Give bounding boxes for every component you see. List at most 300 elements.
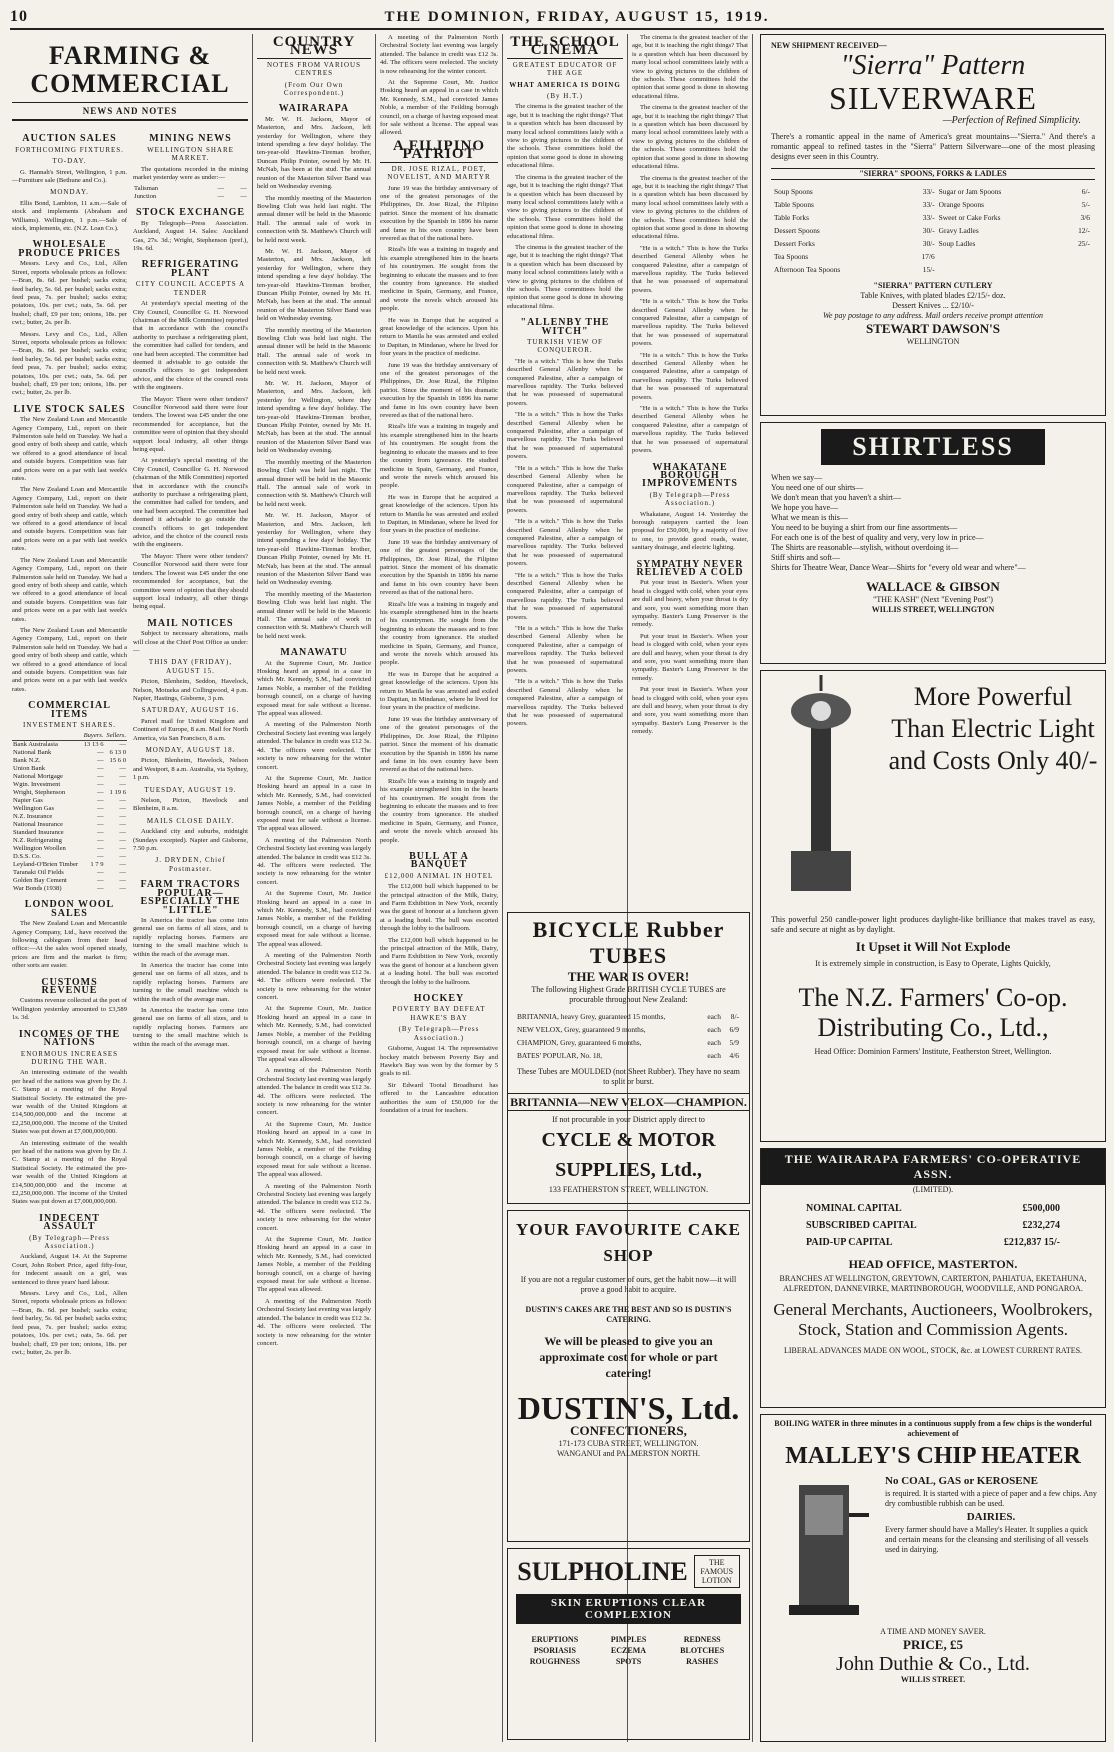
byline: (By Telegraph—Press Association.)	[29, 1233, 110, 1251]
heater-brand: John Duthie & Co., Ltd.	[836, 1653, 1030, 1675]
paragraph: Messrs. Levy and Co., Ltd., Allen Street, reports wholesale prices as follows:—Bran, 8s. 6d. per bushel; sacks extra; feed barley, 5s. 6d. per bushel; sacks extra; feed peas, 7s. per bushel; sacks extra; potatoes, 10s. per cwt.; oats, 5s. 6d. per bushel; chaff, £9 per ton; onions, 18s. per cwt.; butter, 2s. per lb.	[12, 1290, 127, 1356]
table-cell: —	[240, 193, 247, 201]
sulpholine-list	[508, 1630, 749, 1671]
bicycle-ad-company: CYCLE & MOTOR SUPPLIES, Ltd.,	[541, 1129, 716, 1181]
table-cell: —	[96, 885, 104, 893]
table-cell: Tea Spoons	[774, 252, 809, 261]
table-cell: PAID-UP CAPITAL	[806, 1237, 893, 1248]
paragraph: "He is a witch." This is how the Turks described General Allenby when he conquered Palestine, after a campaign of marvellous rapidity. The Turks believed that he was possessed of supernatural powers.	[632, 405, 748, 455]
sulpholine-list-item: BLOTCHES	[680, 1646, 725, 1655]
paragraph: Mr. W. H. Jackson, Mayor of Masterton, and Mrs. Jackson, left yesterday for Wellington, where they intend spending a few days' holiday. The ten-year-old Hawkins-Tireman brother, Duncan Philip Pointer, owned by Mr. H. McNab, has been at the stud. The annual reunion of the Masterton Silver Band was held on Wednesday evening.	[257, 380, 371, 455]
london-wool-heading: LONDON WOOL SALES	[24, 899, 115, 919]
manawatu-heading: MANAWATU	[280, 647, 348, 659]
paragraph: At the Supreme Court, Mr. Justice Hosking heard an appeal in a case in which Mr. Kennedy, S.M., had convicted James Noble, a member of the Feilding borough council, on a charge of having exposed meat for sale without a license. The appeal was allowed.	[257, 1120, 371, 1179]
byline: (By Telegraph—Press Association.)	[649, 490, 731, 508]
cake-ad-brand: DUSTIN'S, Ltd.	[517, 1390, 740, 1426]
table-cell: —	[96, 749, 104, 757]
mining-heading: MINING NEWS	[149, 133, 232, 145]
paragraph: Rizal's life was a training in tragedy and his example strengthened him in the hearts of his countrymen. He sought from the beginning to educate the masses and to free the country from ignorance. He studied medicine in Spain, Germany, and France, and wrote the novels which aroused his people.	[380, 777, 498, 844]
table-row	[12, 877, 127, 885]
table-cell: —	[240, 185, 247, 193]
table-cell: 33/-	[922, 200, 935, 209]
table-cell: 17/6	[921, 252, 935, 261]
column-country	[257, 34, 371, 1742]
paragraph: Rizal's life was a training in tragedy and his example strengthened him in the hearts of his countrymen. He sought from the beginning to educate the masses and to free the country from ignorance. He studied medicine in Spain, Germany, and France, and wrote the novels which aroused his people.	[380, 246, 498, 313]
shirtless-line: Stiff shirts and soft—	[771, 553, 840, 562]
table-cell: 30/-	[922, 226, 935, 235]
table-row	[12, 861, 127, 869]
paragraph: "He is a witch." This is how the Turks described General Allenby when he conquered Palestine, after a campaign of marvellous rapidity. The Turks believed that he was possessed of supernatural powers.	[632, 351, 748, 401]
paragraph: Parcel mail for United Kingdom and Continent of Europe, 8 a.m. Mail for North America, via San Francisco, 8 a.m.	[133, 717, 248, 742]
column-rule	[752, 34, 753, 1742]
table-cell: Dessert Forks	[774, 239, 815, 248]
table-cell: —	[119, 829, 126, 837]
paragraph: He was in Europe that he acquired a great knowledge of the sciences. Upon his return to Manila he was arrested and exiled to Dapitan, in Mindanao, where he lived for four years in the practice of medicine.	[380, 670, 498, 712]
paragraph: An interesting estimate of the wealth per head of the nations was given by Dr. J. C. Stamp at a meeting of the Royal Statistical Society. He estimated the pre-war wealth of the United Kingdom at £14,500,000,000 and the income at £2,250,000,000. The income of the United States was put down at £7,000,000,000.	[12, 1139, 127, 1206]
table-row	[12, 797, 127, 805]
silverware-text: There's a romantic appeal in the name of America's great mountains—"Sierra." And there's a romantic appeal to refined tastes in the "Sierra" Pattern Silverware—one of the most pleasing designs ever seen in this Country.	[771, 132, 1095, 161]
paragraph: Auckland city and suburbs, midnight (Sundays excepted). Napier and Gisborne, 7.50 p.m.	[133, 828, 248, 853]
table-row	[133, 185, 248, 193]
bicycle-ad-contact: If not procurable in your District apply direct to	[552, 1115, 705, 1124]
country-heading: COUNTRY NEWS	[257, 38, 371, 59]
sulpholine-list-item: PIMPLES	[610, 1635, 647, 1644]
cake-ad-line2: DUSTIN'S CAKES ARE THE BEST AND SO IS DUSTIN'S CATERING.	[525, 1305, 732, 1324]
wairarapa-office: HEAD OFFICE, MASTERTON.	[848, 1257, 1018, 1271]
paragraph: Sir Edward Tootal Broadhurst has offered to the Lancashire education authorities the sum of £50,000 for the foundation of a trust for teachers.	[380, 1081, 498, 1114]
sulpholine-list-item: PSORIASIS	[533, 1646, 576, 1655]
silverware-ad	[760, 34, 1106, 416]
table-cell: 15/-	[922, 265, 935, 274]
paragraph: "He is a witch." This is how the Turks described General Allenby when he conquered Palestine, after a campaign of marvellous rapidity. The Turks believed that he was possessed of supernatural powers.	[507, 464, 623, 514]
table-cell: Bank Australasia	[13, 741, 58, 749]
table-cell: —	[96, 805, 104, 813]
column-rule	[375, 34, 376, 1742]
table-cell: —	[119, 877, 126, 885]
table-cell: Wright, Stephenson	[13, 789, 66, 797]
paragraph: He was in Europe that he acquired a great knowledge of the sciences. Upon his return to Manila he was arrested and exiled to Dapitan, in Mindanao, where he lived for four years in the practice of medicine.	[380, 316, 498, 358]
sulpholine-list-item: RASHES	[686, 1657, 719, 1666]
paragraph: Whakatane, August 14. Yesterday the borough ratepayers carried the loan proposal for £50,000, by a majority of five to one, to provide good roads, water, sanitary drainage, and electric lighting.	[632, 510, 748, 552]
indecent-heading: INDECENT ASSAULT	[39, 1212, 100, 1233]
shirtless-lines	[761, 471, 1105, 575]
mining-table	[133, 185, 248, 201]
auction-heading: AUCTION SALES	[22, 133, 117, 145]
bicycle-ad-brands: BRITANNIA—NEW VELOX—CHAMPION.	[508, 1093, 749, 1111]
table-cell: —	[96, 845, 104, 853]
sympathy-heading: SYMPATHY NEVER RELIEVED A COLD	[636, 558, 744, 578]
wairarapa-trade: General Merchants, Auctioneers, Woolbrokers, Stock, Station and Commission Agents.	[773, 1300, 1093, 1339]
farming-subcol-a	[12, 127, 127, 1360]
table-cell	[938, 251, 1063, 262]
wairarapa-adv: LIBERAL ADVANCES MADE ON WOOL, STOCK, &c. at LOWEST CURRENT RATES.	[783, 1346, 1083, 1355]
table-cell: —	[119, 861, 126, 869]
table-row	[773, 186, 1091, 197]
paragraph: Gisborne, August 14. The representative hockey match between Poverty Bay and Hawke's Bay was won by the former by 5 goals to nil.	[380, 1045, 498, 1078]
table-cell: BATES' POPULAR, No. 18,	[517, 1051, 603, 1060]
column-cinema	[507, 34, 623, 904]
witch-heading: "ALLENBY THE WITCH"	[520, 317, 610, 337]
lamp-text: This powerful 250 candle-power light produces daylight-like brilliance that makes travel as easy, safe and secure at night as by daylight.	[771, 915, 1095, 934]
table-cell: D.S.S. Co.	[13, 853, 42, 861]
table-row	[12, 749, 127, 757]
table-cell: —	[217, 185, 225, 193]
heater-text: is required. It is started with a piece of paper and a few chips. Any dry combustible rubbish can be used.	[885, 1489, 1097, 1508]
table-cell: Table Spoons	[774, 200, 814, 209]
hockey-heading: HOCKEY	[413, 993, 465, 1005]
shirtless-line: For each one is of the best of quality and very, very low in price—	[771, 533, 984, 542]
cinema-subheading: GREATEST EDUCATOR OF THE AGE	[512, 60, 618, 78]
paragraph: At the Supreme Court, Mr. Justice Hosking heard an appeal in a case in which Mr. Kennedy, S.M., had convicted James Noble, a member of the Feilding borough council, on a charge of having exposed meat for sale without a license. The appeal was allowed.	[257, 659, 371, 718]
table-cell: Wellington Gas	[13, 805, 55, 813]
paragraph: The quotations recorded in the mining market yesterday were as under:—	[133, 165, 248, 182]
lamp-title: More Powerful Than Electric Light and Costs Only 40/-	[888, 682, 1098, 775]
shirtless-brand: WALLACE & GIBSON	[866, 579, 1000, 594]
table-row	[805, 1201, 1061, 1216]
cake-ad-line3: We will be pleased to give you an approximate cost for whole or part catering!	[539, 1334, 718, 1380]
table-cell: £500,000	[1022, 1203, 1060, 1214]
table-row	[805, 1218, 1061, 1233]
paragraph: He was in Europe that he acquired a great knowledge of the sciences. Upon his return to Manila he was arrested and exiled to Dapitan, in Mindanao, where he lived for four years in the practice of medicine.	[380, 493, 498, 535]
stock-heading: STOCK EXCHANGE	[135, 207, 246, 219]
table-header-cell: Buyers.	[83, 732, 104, 740]
investment-heading: INVESTMENT SHARES.	[23, 721, 116, 729]
paragraph: June 19 was the birthday anniversary of one of the greatest personages of the Philippines, Dr. Jose Rizal, the Filipino patriot. Since the moment of his dramatic execution by the Spanish in 1896 his name and fame in his own country have been revered as that of the national hero.	[380, 715, 498, 774]
sulpholine-list-item: ERUPTIONS	[531, 1635, 579, 1644]
table-cell: —	[96, 869, 104, 877]
table-cell: —	[96, 837, 104, 845]
refrig-heading: REFRIGERATING PLANT	[141, 259, 240, 279]
table-cell: each	[707, 1012, 721, 1021]
table-row	[516, 1011, 740, 1022]
shares-table	[12, 732, 127, 893]
column-filipino	[380, 34, 498, 1742]
silverware-tag: —Perfection of Refined Simplicity.	[942, 115, 1081, 126]
table-cell: 8/-	[730, 1012, 739, 1021]
paragraph: Auckland, August 14. At the Supreme Court, John Robert Price, aged fifty-four, for indecent assault on a girl, was sentenced to three years' hard labour.	[12, 1253, 127, 1286]
paragraph: The New Zealand Loan and Mercantile Agency Company, Ltd., report on their Palmerston sale held on Tuesday. We had a good entry of both sheep and cattle, which we offered to a good attendance of local and outside buyers. Competition was fair and prices were on a par with last week's rates.	[12, 416, 127, 483]
table-header-row	[12, 732, 127, 741]
table-cell: 1 7 9	[90, 861, 104, 869]
paragraph: In America the tractor has come into general use on farms of all sizes, and is rapidly replacing horses. Farmers are turning to the small machine which is within the reach of the average man.	[133, 961, 248, 1003]
paragraph: A meeting of the Palmerston North Orchestral Society last evening was largely attended. The balance in credit was £12 3s. 4d. The officers were reelected. The society is now rehearsing for the winter concert.	[257, 721, 371, 771]
table-row	[773, 225, 1091, 236]
shirtless-line: You need to be buying a shirt from our fine assortments—	[771, 523, 958, 532]
whakatane-heading: WHAKATANE BOROUGH IMPROVEMENTS	[642, 461, 738, 490]
heater-saver: A TIME AND MONEY SAVER.	[880, 1627, 986, 1636]
byline: (By H.T.)	[547, 92, 583, 101]
shirtless-line: You need one of our shirts—	[771, 483, 864, 492]
heater-dairies-text: Every farmer should have a Malley's Heater. It supplies a quick and certain means for the cleansing and sterilising of all vessels used in dairying.	[885, 1525, 1089, 1554]
table-cell: BRITANNIA, heavy Grey, guaranteed 15 months,	[517, 1012, 666, 1021]
table-cell: £212,837 15/-	[1003, 1237, 1060, 1248]
table-cell: —	[119, 869, 126, 877]
sulpholine-badge: THE FAMOUS LOTION	[694, 1555, 740, 1588]
table-cell: 33/-	[922, 187, 935, 196]
table-cell: Union Bank	[13, 765, 46, 773]
table-cell: —	[96, 765, 104, 773]
paragraph: An interesting estimate of the wealth per head of the nations was given by Dr. J. C. Stamp at a meeting of the Royal Statistical Society. He estimated the pre-war wealth of the United Kingdom at £14,500,000,000 and the income at £2,250,000,000. The income of the United States was put down at £7,000,000,000.	[12, 1069, 127, 1136]
byline: (By Telegraph—Press Association.)	[398, 1025, 480, 1042]
sulpholine-title: SULPHOLINE	[517, 1556, 688, 1586]
shirtless-line: We don't mean that you haven't a shirt—	[771, 493, 901, 502]
sulpholine-ad	[507, 1548, 750, 1740]
filipino-heading: A FILIPINO PATRIOT	[380, 142, 498, 163]
paragraph: Customs revenue collected at the port of Wellington yesterday amounted to £3,589 1s. 3d.	[12, 997, 127, 1022]
paragraph: "He is a witch." This is how the Turks described General Allenby when he conquered Palestine, after a campaign of marvellous rapidity. The Turks believed that he was possessed of supernatural powers.	[507, 518, 623, 568]
table-cell: Standard Insurance	[13, 829, 64, 837]
paragraph: "He is a witch." This is how the Turks described General Allenby when he conquered Palestine, after a campaign of marvellous rapidity. The Turks believed that he was possessed of supernatural powers.	[507, 357, 623, 407]
bicycle-tubes-ad	[507, 912, 750, 1204]
table-row	[12, 805, 127, 813]
paragraph: The cinema is the greatest teacher of the age, but it is teaching the right things? That is a question which has been discussed by many local school committees lately with a view to giving pictures to the children of the schools. These committees hold the opinion that some good is done in showing educational films.	[632, 174, 748, 241]
table-cell: Wgtn. Investment	[13, 781, 61, 789]
cutlery-item: Dessert Knives ... £2/10/-	[892, 301, 974, 310]
shirtless-address: WILLIS STREET, WELLINGTON	[871, 605, 995, 614]
table-row	[12, 765, 127, 773]
table-row	[12, 781, 127, 789]
table-cell: —	[96, 757, 104, 765]
masthead-title: THE DOMINION, FRIDAY, AUGUST 15, 1919.	[384, 8, 770, 25]
byline: (From Our Own Correspondent.)	[283, 80, 345, 98]
silverware-sub: "SIERRA" SPOONS, FORKS & LADLES	[771, 168, 1095, 180]
table-cell: 12/-	[1078, 226, 1090, 235]
table-row	[12, 773, 127, 781]
country-subheading: NOTES FROM VARIOUS CENTRES	[267, 60, 361, 78]
paragraph: The Mayor: There were other tenders? Councillor Norwood said there were four tenders. The lowest was £45 under the one recommended for acceptance, but the committee were of opinion that they should support local industry, all other things being equal.	[133, 395, 248, 453]
mining-subheading: WELLINGTON SHARE MARKET.	[147, 145, 234, 163]
table-header-cell: Sellers.	[106, 732, 126, 740]
silverware-head: NEW SHIPMENT RECEIVED—	[771, 41, 887, 50]
hockey-subheading: POVERTY BAY DEFEAT HAWKE'S BAY	[392, 1005, 486, 1022]
section-title: FARMING & COMMERCIAL	[12, 42, 248, 103]
table-cell: each	[707, 1038, 721, 1047]
paragraph: "He is a witch." This is how the Turks described General Allenby when he conquered Palestine, after a campaign of marvellous rapidity. The Turks believed that he was possessed of supernatural powers.	[632, 298, 748, 348]
cake-ad-title: YOUR FAVOURITE CAKE SHOP	[516, 1220, 741, 1265]
table-cell: Gravy Ladles	[938, 226, 979, 235]
shirtless-line: We hope you have—	[771, 503, 839, 512]
table-cell: —	[96, 877, 104, 885]
commercial-heading: COMMERCIAL ITEMS	[28, 700, 111, 720]
paragraph: The cinema is the greatest teacher of the age, but it is teaching the right things? That is a question which has been discussed by many local school committees lately with a view to giving pictures to the children of the schools. These committees hold the opinion that some good is done in showing educational films.	[507, 173, 623, 240]
farm-heading: FARM TRACTORS POPULAR—ESPECIALLY THE "LITTLE"	[140, 879, 241, 916]
paragraph: June 19 was the birthday anniversary of one of the greatest personages of the Philippines, Dr. Jose Rizal, the Filipino patriot. Since the moment of his dramatic execution by the Spanish in 1896 his name and fame in his own country have been revered as that of the national hero.	[380, 184, 498, 242]
wairarapa-branches: BRANCHES AT WELLINGTON, GREYTOWN, CARTERTON, PAHIATUA, EKETAHUNA, ALFREDTON, DANNEVIRKE, MARTINBOROUGH, WOODVILLE, AND PONGAROA.	[779, 1274, 1087, 1293]
table-cell: National Mortgage	[13, 773, 63, 781]
silverware-brand: STEWART DAWSON'S	[865, 321, 1001, 336]
sulpholine-list-item: ECZEMA	[610, 1646, 647, 1655]
lamp-ad	[760, 670, 1106, 1142]
table-cell: —	[96, 797, 104, 805]
table-row	[12, 869, 127, 877]
table-row	[516, 1050, 740, 1061]
table-cell: CHAMPION, Grey, guaranteed 6 months,	[517, 1038, 642, 1047]
table-cell: Talisman	[134, 185, 159, 193]
shirtless-brand-sub: "THE KASH" (Next "Evening Post")	[873, 595, 993, 604]
paragraph: A meeting of the Palmerston North Orchestral Society last evening was largely attended. The balance in credit was £12 3s. 4d. The officers were reelected. The society is now rehearsing for the winter concert.	[257, 836, 371, 886]
paragraph: The New Zealand Loan and Mercantile Agency Company, Ltd., report on their Palmerston sale held on Tuesday. We had a good entry of both sheep and cattle, which we offered to a good attendance of local and outside buyers. Competition was fair and prices were on a par with last week's rates.	[12, 626, 127, 693]
table-cell: Afternoon Tea Spoons	[774, 265, 841, 274]
paragraph: The cinema is the greatest teacher of the age, but it is teaching the right things? That is a question which has been discussed by many local school committees lately with a view to giving pictures to the children of the schools. These committees hold the opinion that some good is done in showing educational films.	[507, 243, 623, 310]
paragraph: Rizal's life was a training in tragedy and his example strengthened him in the hearts of his countrymen. He sought from the beginning to educate the masses and to free the country from ignorance. He studied medicine in Spain, Germany, and France, and wrote the novels which aroused his people.	[380, 423, 498, 490]
table-cell: Dessert Spoons	[774, 226, 820, 235]
table-cell: National Insurance	[13, 821, 63, 829]
table-row	[12, 789, 127, 797]
incomes-subheading: ENORMOUS INCREASES DURING THE WAR.	[20, 1049, 119, 1066]
table-cell: —	[119, 805, 126, 813]
paragraph: Put your trust in Baxter's. When your head is clogged with cold, when your eyes are dull and heavy, when your throat is dry and sore, you want something more than sympathy. Baxter's Lung Preserver is the remedy.	[632, 632, 748, 682]
mail-day: MONDAY, AUGUST 18.	[145, 746, 236, 754]
shirtless-line: What we mean is this—	[771, 513, 848, 522]
paragraph: The New Zealand Loan and Mercantile Agency Company, Ltd., report on their Palmerston sale held on Tuesday. We had a good entry of both sheep and cattle, which we offered to a good attendance of local and outside buyers. Competition was fair and prices were on a par with last week's rates.	[12, 556, 127, 623]
wairarapa-capital-table	[803, 1199, 1063, 1252]
paragraph: Ellis Bond, Lambton, 11 a.m.—Sale of stock and implements (Abraham and Williams). Wellington, 1 p.m.—Sale of stock, implements, etc. (N.Z. Loan Co.).	[12, 199, 127, 233]
cinema-heading: THE SCHOOL CINEMA	[507, 38, 623, 59]
table-row	[805, 1235, 1061, 1250]
cake-ad-branches: WANGANUI and PALMERSTON NORTH.	[556, 1449, 701, 1458]
table-cell: —	[119, 821, 126, 829]
lamp-text2: It Upset it Will Not Explode	[855, 939, 1011, 954]
paragraph: The monthly meeting of the Masterton Bowling Club was held last night. The annual dinner will be held in the Masonic Hall. The annual sale of work in connection with St. Matthew's Church will be held next week.	[257, 458, 371, 508]
signature: J. DRYDEN, Chief Postmaster.	[155, 856, 226, 873]
paragraph: G. Hannah's Street, Wellington, 1 p.m.—Furniture sale (Bethune and Co.).	[12, 168, 127, 185]
table-cell	[1064, 264, 1091, 275]
table-cell: —	[96, 773, 104, 781]
table-cell: 13 13 6	[83, 741, 104, 749]
paragraph: Rizal's life was a training in tragedy and his example strengthened him in the hearts of his countrymen. He sought from the beginning to educate the masses and to free the country from ignorance. He studied medicine in Spain, Germany, and France, and wrote the novels which aroused his people.	[380, 600, 498, 667]
table-cell: each	[707, 1051, 721, 1060]
paragraph: At the Supreme Court, Mr. Justice Hosking heard an appeal in a case in which Mr. Kennedy, S.M., had convicted James Noble, a member of the Feilding borough council, on a charge of having exposed meat for sale without a license. The appeal was allowed.	[257, 1236, 371, 1294]
cinema-subheading-2: WHAT AMERICA IS DOING	[509, 80, 621, 89]
paragraph: Mr. W. H. Jackson, Mayor of Masterton, and Mrs. Jackson, left yesterday for Wellington, where they intend spending a few days' holiday. The ten-year-old Hawkins-Tireman brother, Duncan Philip Pointer, owned by Mr. H. McNab, has been at the stud. The annual reunion of the Masterton Silver Band was held on Wednesday evening.	[257, 115, 371, 191]
paragraph: The £12,000 bull which happened to be the principal attraction of the Milk, Dairy, and Farm Exhibition in New York, recently was the guest of honour at a luncheon given at a leading hotel. The bull was escorted through the lobby to the ballroom.	[380, 936, 498, 986]
cake-ad-address: 171-173 CUBA STREET, WELLINGTON.	[558, 1439, 699, 1448]
table-row	[133, 193, 248, 201]
paragraph: The cinema is the greatest teacher of the age, but it is teaching the right things? That is a question which has been discussed by many local school committees lately with a view to giving pictures to the children of the schools. These committees hold the opinion that some good is done in showing educational films.	[632, 34, 748, 100]
paragraph: At yesterday's special meeting of the City Council, Councillor G. H. Norwood (chairman of the Milk Committee) reported that in accordance with the council's authority to purchase a refrigerating plant, the committee had called for tenders, and one had been accepted. The committee had deemed it advisable to go outside the council's officers to get independent advice, and the choice of the council rests with the engineers.	[133, 300, 248, 392]
table-cell: —	[119, 845, 126, 853]
table-cell: National Bank	[13, 749, 52, 757]
table-cell: War Bonds (1938)	[13, 885, 62, 893]
wairarapa-ad	[760, 1148, 1106, 1408]
lamp-brand: The N.Z. Farmers' Co-op. Distributing Co., Ltd.,	[798, 983, 1068, 1042]
heater-icon	[769, 1475, 879, 1625]
table-cell: Sweet or Cake Forks	[938, 213, 1001, 222]
auction-subheading: FORTHCOMING FIXTURES.	[15, 145, 124, 154]
table-cell	[938, 264, 1063, 275]
table-cell: Soup Ladles	[938, 239, 976, 248]
paragraph: Nelson, Picton, Havelock and Blenheim, 8 a.m.	[133, 797, 248, 813]
heater-ad	[760, 1414, 1106, 1742]
table-row	[12, 837, 127, 845]
paragraph: In America the tractor has come into general use on farms of all sizes, and is rapidly replacing horses. Farmers are turning to the small machine which is within the reach of the average man.	[133, 1006, 248, 1048]
table-cell: 15 6 0	[109, 757, 126, 765]
table-cell: SUBSCRIBED CAPITAL	[806, 1220, 917, 1231]
table-row	[516, 1037, 740, 1048]
table-cell: each	[707, 1025, 721, 1034]
paragraph: The cinema is the greatest teacher of the age, but it is teaching the right things? That is a question which has been discussed by many local school committees lately with a view to giving pictures to the children of the schools. These committees hold the opinion that some good is done in showing educational films.	[632, 104, 748, 171]
table-cell: Junction	[134, 193, 157, 201]
paragraph: At the Supreme Court, Mr. Justice Hosking heard an appeal in a case in which Mr. Kennedy, S.M., had convicted James Noble, a member of the Feilding borough council, on a charge of having exposed meat for sale without a license. The appeal was allowed.	[257, 774, 371, 833]
table-cell: Sugar or Jam Spoons	[938, 187, 1002, 196]
column-rule	[502, 34, 503, 1742]
table-cell: —	[119, 813, 126, 821]
day-label: MONDAY.	[50, 188, 89, 197]
filipino-subheading: DR. JOSE RIZAL, POET, NOVELIST, AND MARTYR	[387, 164, 491, 182]
table-row	[773, 199, 1091, 210]
table-row	[12, 813, 127, 821]
table-cell: Bank N.Z.	[13, 757, 41, 765]
table-cell: Taranaki Oil Fields	[13, 869, 64, 877]
mail-day: THIS DAY (FRIDAY), AUGUST 15.	[148, 658, 233, 675]
table-cell: £232,274	[1022, 1220, 1060, 1231]
table-cell: —	[96, 821, 104, 829]
sulpholine-list-item: REDNESS	[683, 1635, 721, 1644]
bicycle-ad-note: These Tubes are MOULDED (not Sheet Rubber). They have no seam to split or burst.	[517, 1067, 740, 1086]
paragraph: Picton, Blenheim, Seddon, Havelock, Nelson, Motueka and Collingwood, 4 p.m. Napier, Hastings, Gisborne, 3 p.m.	[133, 678, 248, 702]
table-row	[773, 251, 1091, 262]
table-row	[773, 238, 1091, 249]
table-row	[516, 1024, 740, 1035]
silverware-cutlery: "SIERRA" PATTERN CUTLERY	[873, 281, 993, 290]
cake-ad-sub: CONFECTIONERS,	[570, 1423, 687, 1438]
incomes-heading: INCOMES OF THE NATIONS	[18, 1028, 121, 1049]
paragraph: Messrs. Levy and Co., Ltd., Allen Street, reports wholesale prices as follows:—Bran, 8s. 6d. per bushel; sacks extra; feed barley, 5s. 6d. per bushel; sacks extra; feed peas, 7s. per bushel; sacks extra; potatoes, 10s. per cwt.; oats, 5s. 6d. per bushel; chaff, £9 per ton; onions, 18s. per cwt.; butter, 2s. per lb.	[12, 260, 127, 327]
table-cell: —	[96, 781, 104, 789]
livestock-heading: LIVE STOCK SALES	[13, 403, 126, 415]
paragraph: At yesterday's special meeting of the City Council, Councillor G. H. Norwood (chairman of the Milk Committee) reported that in accordance with the council's authority to purchase a refrigerating plant, the committee had called for tenders, and one had been accepted. The committee had deemed it advisable to go outside the council's officers to get independent advice, and the choice of the council rests with the engineers.	[133, 457, 248, 549]
table-cell: 5/9	[729, 1038, 739, 1047]
paragraph: By Telegraph—Press Association. Auckland, August 14. Sales: Auckland Gas, 27s. 3d.; Wright, Stephenson (pref.), 19s. 6d.	[133, 219, 248, 253]
bicycle-ad-title: BICYCLE Rubber TUBES	[532, 917, 725, 968]
table-row	[12, 757, 127, 765]
witch-subheading: TURKISH VIEW OF CONQUEROR.	[527, 338, 603, 355]
day-label: TO-DAY.	[52, 157, 87, 166]
paragraph: Mr. W. H. Jackson, Mayor of Masterton, and Mrs. Jackson, left yesterday for Wellington, where they intend spending a few days' holiday. The ten-year-old Hawkins-Tireman brother, Duncan Philip Pointer, owned by Mr. H. McNab, has been at the stud. The annual reunion of the Masterton Silver Band was held on Wednesday evening.	[257, 512, 371, 587]
paragraph: The monthly meeting of the Masterton Bowling Club was held last night. The annual dinner will be held in the Masonic Hall. The annual sale of work in connection with St. Matthew's Church will be held next week.	[257, 194, 371, 244]
cake-ad-text: If you are not a regular customer of ours, get the habit now—it will prove a good habit to acquire.	[520, 1275, 737, 1294]
bicycle-price-table	[514, 1009, 742, 1063]
table-cell: —	[119, 741, 126, 749]
table-cell: 1 19 6	[109, 789, 126, 797]
table-cell: —	[96, 789, 104, 797]
paragraph: At the Supreme Court, Mr. Justice Hosking heard an appeal in a case in which Mr. Kennedy, S.M., had convicted James Noble, a member of the Feilding borough council, on a charge of having exposed meat for sale without a license. The appeal was allowed.	[380, 79, 498, 137]
table-cell: —	[119, 885, 126, 893]
column-rule	[252, 34, 253, 1742]
table-cell: 6/9	[729, 1025, 739, 1034]
table-cell: Leyland-O'Brien Timber	[13, 861, 79, 869]
table-header-cell	[12, 732, 82, 741]
paragraph: Picton, Blenheim, Havelock, Nelson and Westport, 8 a.m. Australia, via Sydney, 1 p.m.	[133, 757, 248, 782]
lamp-text3: It is extremely simple in construction, is Easy to Operate, Lights Quickly,	[815, 959, 1051, 968]
cutlery-item: Table Knives, with plated blades £2/15/- doz.	[860, 291, 1006, 300]
table-row	[12, 885, 127, 893]
table-cell: N.Z. Refrigerating	[13, 837, 62, 845]
table-cell: 5/-	[1081, 200, 1090, 209]
table-row	[12, 845, 127, 853]
paragraph: "He is a witch." This is how the Turks described General Allenby when he conquered Palestine, after a campaign of marvellous rapidity. The Turks believed that he was possessed of supernatural powers.	[507, 625, 623, 675]
wairarapa-limited: (LIMITED).	[912, 1185, 954, 1194]
table-cell: —	[119, 765, 126, 773]
table-cell: —	[96, 813, 104, 821]
wairarapa-title: THE WAIRARAPA FARMERS' CO-OPERATIVE ASSN.	[761, 1149, 1105, 1185]
paragraph: The monthly meeting of the Masterton Bowling Club was held last night. The annual dinner will be held in the Masonic Hall. The annual sale of work in connection with St. Matthew's Church will be held next week.	[257, 326, 371, 376]
paragraph: June 19 was the birthday anniversary of one of the greatest personages of the Philippines, Dr. Jose Rizal, the Filipino patriot. Since the moment of his dramatic execution by the Spanish in 1896 his name and fame in his own country have been revered as that of the national hero.	[380, 538, 498, 597]
table-cell: 30/-	[922, 239, 935, 248]
table-cell: —	[96, 853, 104, 861]
paragraph: A meeting of the Palmerston North Orchestral Society last evening was largely attended. The balance in credit was £12 3s. 4d. The officers were reelected. The society is now rehearsing for the winter concert.	[257, 952, 371, 1002]
shirtless-line: Shirts for Theatre Wear, Dance Wear—Shirts for "every old wear and where"—	[771, 563, 1026, 572]
